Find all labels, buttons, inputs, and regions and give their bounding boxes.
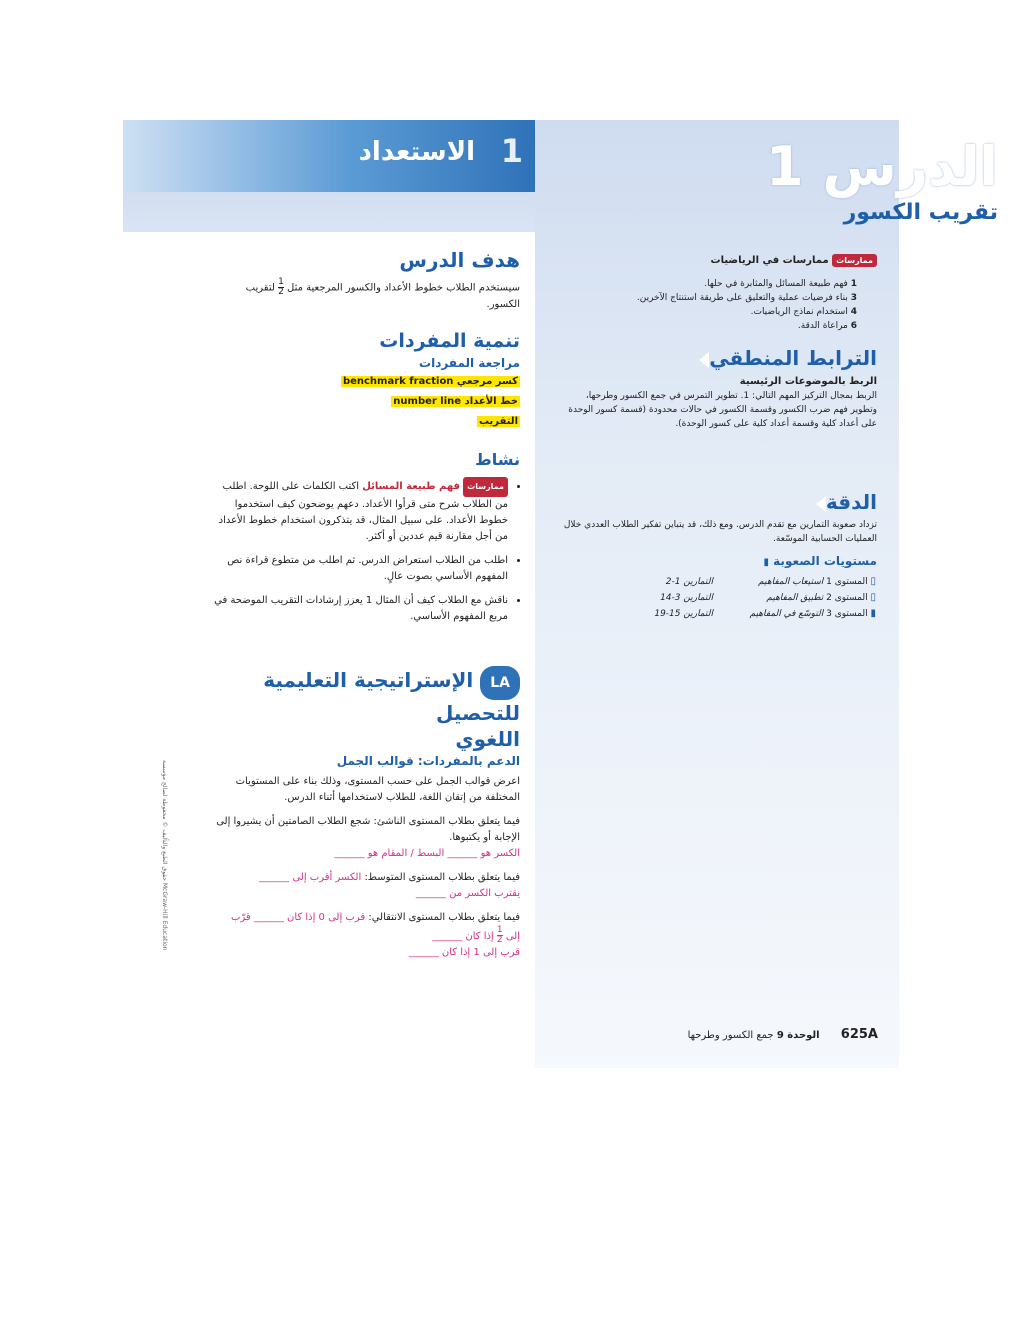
coherence-heading: الترابط المنطقي [557,346,877,370]
rigor-text: تزداد صعوبة التمارين مع تقدم الدرس. ومع ذلك، قد يتباين تفكير الطلاب العددي خلال العمليات الحسابية الموسّعة. [563,520,877,544]
vocab-term: التقريب [478,416,518,427]
la-emerging: فيما يتعلق بطلاب المستوى الناشئ: شجع الطلاب الصامتين أن يشيروا إلى الإجابة أو يكتبوها. الكسر هو ______ البسط / المقام هو ______ [216,816,520,859]
list-item: • ممارسات فهم طبيعة المسائل اكتب الكلمات على اللوحة. اطلب من الطلاب شرح متى قرأوا الأعداد. دعهم يوضحون كيف استخدموا خطوط الأعداد. على سبيل المثال، قد يتذكرون استخدام خطوط الأعداد من أجل مقارنة قيم عددين أو أكثر. [210,477,508,545]
arrow-icon [699,352,709,368]
la-intro: اعرض قوالب الجمل على حسب المستوى، وذلك بناء على المستويات المختلفة من إتقان اللغة، للطلاب لاستخدامها أثناء الدرس. [235,776,520,803]
unit-label: الوحدة 9 [776,1030,820,1041]
fraction: $\frac{1}{2}$ [278,277,284,297]
copyright-credit: حقوق الطبع والتأليف © محفوظة لصالح مؤسسة McGraw-Hill Education [161,760,168,951]
la-section [210,666,520,961]
fraction: $\frac{1}{2}$ [496,925,503,945]
levels-heading: مستويات الصعوبة ▮ [763,554,877,568]
practices-badge: ممارسات [832,254,877,267]
practices-badge: ممارسات [463,477,508,497]
coherence-text: الربط بمجال التركيز المهم التالي: 1. تطوير التمرس في جمع الكسور وطرحها، وتطوير فهم ضرب الكسور وقسمة الكسور في حالات محدودة (قسمة كسور الوحدة على أعداد كلية وقسمة أعداد كلية على كسور الوحدة). [568,391,877,429]
practices-section [567,254,877,333]
coherence-subheading: الربط بالموضوعات الرئيسية [739,376,877,387]
vocab-subheading: مراجعة المفردات [419,356,520,370]
list-item: 4 استخدام نماذج الرياضيات. [750,307,857,317]
levels-table [637,574,877,622]
la-intermediate: فيما يتعلق بطلاب المستوى المتوسط: الكسر أقرب إلى ______ يقترب الكسر من ______ [259,872,520,899]
activity-section [210,450,520,633]
arrow-icon [816,496,826,512]
practices-list [567,277,877,333]
coherence-section [557,346,877,431]
la-badge: LA [480,666,520,700]
la-transitional: فيما يتعلق بطلاب المستوى الانتقالي: قرب إلى 0 إذا كان ______ قرّب إلى $\frac{1}{2}$ إذا كان ______ قرب إلى 1 إذا كان ______ [230,912,520,958]
footer [688,1027,878,1042]
list-item: 6 مراعاة الدقة. [797,321,857,331]
la-subheading: الدعم بالمفردات: قوالب الجمل [336,754,520,768]
table-row: ▮ المستوى 3 التوسّع في المفاهيم التمارين 15-19 [654,608,876,619]
activity-heading: نشاط [475,450,520,469]
level-icon: ▯ [870,592,876,603]
vocab-term: كسر مرجعي benchmark fraction [342,376,518,387]
table-row: ▯ المستوى 1 استيعاب المفاهيم التمارين 1-2 [665,576,876,587]
list-item: 3 بناء فرضيات عملية والتعليق على طريقة استنتاج الآخرين. [636,293,857,303]
lesson-subtitle: تقريب الكسور [843,200,998,225]
unit-title: جمع الكسور وطرحها [687,1030,774,1041]
objective-heading: هدف الدرس [399,248,520,272]
list-item: 1 فهم طبيعة المسائل والمثابرة في حلها. [704,279,857,289]
page-number: 625A [840,1027,878,1042]
getting-started-banner [123,120,535,192]
vocab-term: خط الأعداد number line [393,396,518,407]
level-icon: ▮ [870,608,876,619]
objective-section [210,248,520,313]
banner-title: الاستعداد [358,137,475,167]
vocab-section [210,330,520,430]
list-item: • اطلب من الطلاب استعراض الدرس. ثم اطلب من متطوع قراءة نص المفهوم الأساسي بصوت عالٍ. [210,553,508,585]
objective-text: سيستخدم الطلاب خطوط الأعداد والكسور المرجعية مثل $\frac{1}{2}$ لتقريب الكسور. [245,277,520,310]
table-row: ▯ المستوى 2 تطبيق المفاهيم التمارين 3-14 [660,592,876,603]
activity-list [210,477,520,625]
level-icon: ▯ [870,576,876,587]
rigor-section [547,490,877,622]
banner-number: 1 [500,132,523,170]
vocab-heading: تنمية المفردات [379,330,520,352]
lesson-title: الدرس 1 [766,135,998,198]
bars-icon: ▮ [763,557,769,568]
practices-heading: ممارسات في الرياضيات [710,255,829,266]
list-item: • ناقش مع الطلاب كيف أن المثال 1 يعزز إرشادات التقريب الموضحة في مربع المفهوم الأساسي. [210,593,508,625]
la-heading: LA الإستراتيجية التعليمية للتحصيل اللغوي [263,668,520,751]
rigor-heading: الدقة [547,490,877,514]
